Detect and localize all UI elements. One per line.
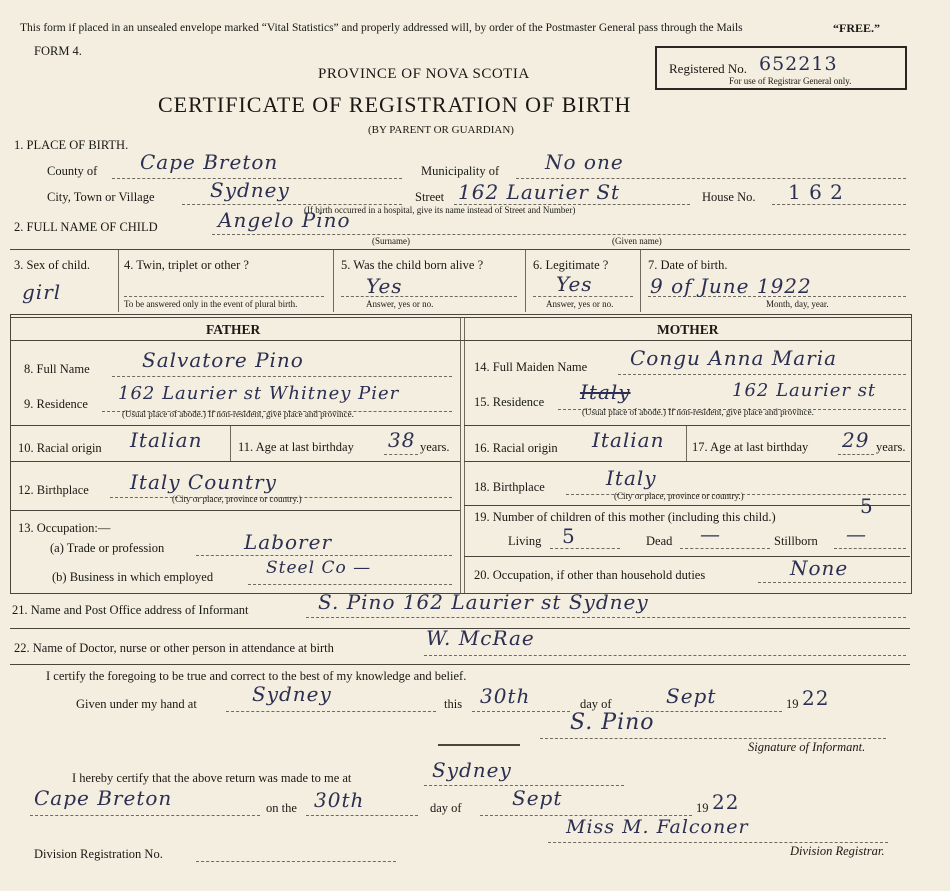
form-number: FORM 4. bbox=[34, 44, 82, 58]
given-name-note: (Given name) bbox=[612, 236, 662, 246]
father-occupation-label: 13. Occupation:— bbox=[18, 521, 111, 535]
father-age-label: 11. Age at last birthday bbox=[238, 440, 354, 454]
given-under-label: Given under my hand at bbox=[76, 697, 197, 711]
father-trade-value: Laborer bbox=[244, 530, 333, 554]
postal-notice: This form if placed in an unsealed envelope marked “Vital Statistics” and properly addressed will, by order of the Postmaster General pass through the Mails bbox=[20, 22, 743, 34]
registrar-day-of-label: day of bbox=[430, 801, 462, 815]
county-label: County of bbox=[47, 164, 98, 178]
date-of-birth-value: 9 of June 1922 bbox=[650, 274, 812, 298]
postal-notice-free: “FREE.” bbox=[833, 21, 881, 35]
registrar-month-value: Sept bbox=[512, 786, 563, 810]
mother-racial-value: Italian bbox=[592, 428, 665, 452]
division-registration-label: Division Registration No. bbox=[34, 847, 163, 861]
mother-residence-value: 162 Laurier st bbox=[732, 380, 877, 401]
dead-value: — bbox=[700, 522, 721, 546]
doctor-value: W. McRae bbox=[426, 626, 535, 650]
registrar-signature: Miss M. Falconer bbox=[566, 816, 749, 838]
municipality-value: No one bbox=[545, 150, 624, 174]
informant-value: S. Pino 162 Laurier st Sydney bbox=[318, 590, 649, 614]
informant-signature: S. Pino bbox=[570, 710, 655, 735]
sex-label: 3. Sex of child. bbox=[14, 258, 91, 272]
sex-value: girl bbox=[22, 280, 62, 304]
signature-of-informant-label: Signature of Informant. bbox=[748, 740, 866, 754]
certify-statement: I certify the foregoing to be true and correct to the best of my knowledge and belief. bbox=[46, 669, 467, 683]
county-value: Cape Breton bbox=[140, 150, 279, 174]
child-name-value: Angelo Pino bbox=[218, 208, 351, 232]
mother-birthplace-label: 18. Birthplace bbox=[474, 480, 545, 494]
street-value: 162 Laurier St bbox=[458, 180, 621, 204]
legitimate-note: Answer, yes or no. bbox=[546, 299, 614, 309]
father-trade-label: (a) Trade or profession bbox=[50, 541, 165, 555]
stillborn-value: — bbox=[846, 522, 867, 546]
alive-label: 5. Was the child born alive ? bbox=[341, 258, 484, 272]
registrar-year-prefix: 19 bbox=[696, 801, 709, 815]
doctor-label: 22. Name of Doctor, nurse or other person in attendance at birth bbox=[14, 641, 334, 655]
father-business-label: (b) Business in which employed bbox=[52, 570, 214, 584]
mother-racial-label: 16. Racial origin bbox=[474, 441, 558, 455]
given-place-value: Sydney bbox=[252, 682, 332, 706]
registered-number-label: Registered No. bbox=[669, 61, 747, 76]
certificate-title: CERTIFICATE OF REGISTRATION OF BIRTH bbox=[158, 92, 632, 117]
mother-name-label: 14. Full Maiden Name bbox=[474, 360, 588, 374]
legitimate-label: 6. Legitimate ? bbox=[533, 258, 609, 272]
living-value: 5 bbox=[562, 524, 576, 548]
twin-label: 4. Twin, triplet or other ? bbox=[124, 258, 249, 272]
dead-label: Dead bbox=[646, 534, 673, 548]
certify-year-prefix: 19 bbox=[786, 697, 799, 711]
mother-age-label: 17. Age at last birthday bbox=[692, 440, 809, 454]
certificate-subtitle: (BY PARENT OR GUARDIAN) bbox=[368, 124, 514, 136]
date-of-birth-label: 7. Date of birth. bbox=[648, 258, 728, 272]
mother-age-unit: years. bbox=[876, 440, 906, 454]
mother-occupation-value: None bbox=[790, 556, 849, 580]
father-business-value: Steel Co — bbox=[266, 558, 372, 578]
father-heading: FATHER bbox=[206, 322, 261, 337]
father-birthplace-value: Italy Country bbox=[130, 470, 277, 494]
house-no-value: 1 6 2 bbox=[788, 180, 844, 204]
living-label: Living bbox=[508, 534, 542, 548]
certify-day-value: 30th bbox=[480, 684, 531, 708]
father-racial-label: 10. Racial origin bbox=[18, 441, 102, 455]
city-value: Sydney bbox=[210, 178, 290, 202]
alive-value: Yes bbox=[366, 274, 403, 298]
registrar-year-value: 22 bbox=[712, 790, 740, 814]
father-birthplace-note: (City or place, province or country.) bbox=[172, 494, 302, 504]
registered-number-value: 652213 bbox=[759, 53, 838, 75]
mother-name-value: Congu Anna Maria bbox=[630, 346, 838, 370]
informant-label: 21. Name and Post Office address of Informant bbox=[12, 603, 249, 617]
stillborn-label: Stillborn bbox=[774, 534, 818, 548]
father-name-label: 8. Full Name bbox=[24, 362, 90, 376]
province-heading: PROVINCE OF NOVA SCOTIA bbox=[318, 66, 530, 82]
father-residence-label: 9. Residence bbox=[24, 397, 88, 411]
house-no-label: House No. bbox=[702, 190, 756, 204]
mother-residence-struck: Italy bbox=[580, 380, 631, 404]
city-label: City, Town or Village bbox=[47, 190, 155, 204]
street-note: (If birth occurred in a hospital, give its name instead of Street and Number) bbox=[304, 205, 576, 215]
this-label: this bbox=[444, 697, 463, 711]
date-of-birth-note: Month, day, year. bbox=[766, 299, 829, 309]
mother-children-label: 19. Number of children of this mother (including this child.) bbox=[474, 510, 776, 524]
child-name-label: 2. FULL NAME OF CHILD bbox=[14, 220, 158, 234]
registrar-on-label: on the bbox=[266, 801, 297, 815]
legitimate-value: Yes bbox=[556, 272, 593, 296]
alive-note: Answer, yes or no. bbox=[366, 299, 434, 309]
street-label: Street bbox=[415, 190, 445, 204]
certify-year-value: 22 bbox=[802, 686, 830, 710]
mother-heading: MOTHER bbox=[657, 322, 719, 337]
twin-note: To be answered only in the event of plural birth. bbox=[124, 299, 298, 309]
certify-day-of-label: day of bbox=[580, 697, 612, 711]
mother-children-value: 5 bbox=[860, 494, 874, 518]
father-age-unit: years. bbox=[420, 440, 450, 454]
place-of-birth-heading: 1. PLACE OF BIRTH. bbox=[14, 138, 129, 152]
mother-residence-note: (Usual place of abode.) If non-resident, give place and province. bbox=[582, 407, 814, 417]
mother-occupation-label: 20. Occupation, if other than household duties bbox=[474, 568, 706, 582]
mother-birthplace-note: (City or place, province or country.) bbox=[614, 491, 744, 501]
father-age-value: 38 bbox=[388, 428, 416, 452]
municipality-label: Municipality of bbox=[421, 164, 500, 178]
certify-month-value: Sept bbox=[666, 684, 717, 708]
registered-number-note: For use of Registrar General only. bbox=[729, 76, 852, 86]
registrar-county-value: Cape Breton bbox=[34, 786, 173, 810]
division-registrar-label: Division Registrar. bbox=[790, 844, 885, 858]
mother-residence-label: 15. Residence bbox=[474, 395, 545, 409]
registrar-place-value: Sydney bbox=[432, 758, 512, 782]
surname-note: (Surname) bbox=[372, 236, 410, 246]
registered-number-box bbox=[655, 46, 907, 90]
registrar-day-value: 30th bbox=[314, 788, 365, 812]
father-residence-value: 162 Laurier st Whitney Pier bbox=[118, 383, 400, 404]
father-racial-value: Italian bbox=[130, 428, 203, 452]
registrar-statement: I hereby certify that the above return was made to me at bbox=[72, 771, 352, 785]
mother-birthplace-value: Italy bbox=[606, 466, 657, 490]
father-birthplace-label: 12. Birthplace bbox=[18, 483, 89, 497]
mother-age-value: 29 bbox=[842, 428, 870, 452]
father-residence-note: (Usual place of abode.) If non-resident, give place and province. bbox=[122, 409, 354, 419]
father-name-value: Salvatore Pino bbox=[142, 348, 304, 372]
